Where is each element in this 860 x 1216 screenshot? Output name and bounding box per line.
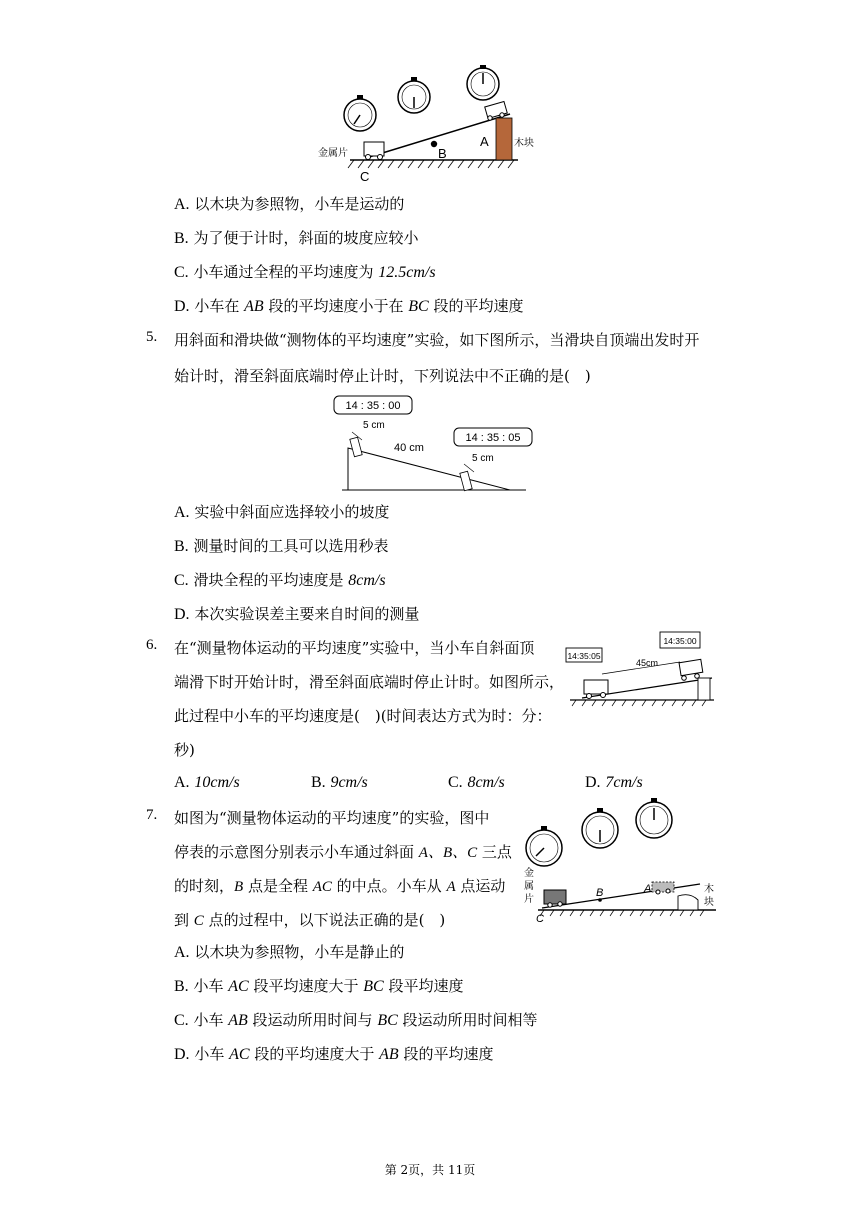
label-wood-block: 木 xyxy=(704,884,714,895)
q6-stem-line3: 此过程中小车的平均速度是( )(时间表达方式为时：分： xyxy=(174,707,552,725)
q6-number: 6. xyxy=(146,637,158,653)
q5-number: 5. xyxy=(146,329,158,345)
length-mid-label: 40 cm xyxy=(394,442,424,454)
label-point-b: B xyxy=(596,887,604,899)
q7-option-b[interactable]: B. 小车 AC 段平均速度大于 BC 段平均速度 xyxy=(174,977,464,995)
time-start-label: 14 : 35 : 00 xyxy=(345,400,401,412)
q5-stem-line1: 用斜面和滑块做“测物体的平均速度”实验，如下图所示，当滑块自顶端出发时开 xyxy=(174,331,700,349)
q7-option-d[interactable]: D. 小车 AC 段的平均速度大于 AB 段的平均速度 xyxy=(174,1045,494,1063)
label-point-a: A xyxy=(644,883,652,895)
time-right-label: 14:35:00 xyxy=(663,636,697,646)
q7-option-a[interactable]: A. 以木块为参照物，小车是静止的 xyxy=(174,943,405,961)
q4-option-a[interactable]: A. 以木块为参照物，小车是运动的 xyxy=(174,195,405,213)
q7-stem-line1: 如图为“测量物体运动的平均速度”的实验，图中 xyxy=(174,809,490,827)
stopwatch-icon xyxy=(467,65,499,100)
stopwatch-icon xyxy=(636,798,672,838)
q5-stem-line2: 始计时，滑至斜面底端时停止计时，下列说法中不正确的是( ) xyxy=(174,367,591,385)
figure-incline-stopwatches-top xyxy=(310,64,534,184)
page-footer: 第 2页，共 11页 xyxy=(384,1163,476,1177)
q6-option-a[interactable]: A. 10cm/s xyxy=(174,774,240,791)
q6-option-d[interactable]: D. 7cm/s xyxy=(585,774,643,791)
stopwatch-icon xyxy=(526,826,562,866)
q5-option-b[interactable]: B. 测量时间的工具可以选用秒表 xyxy=(174,537,389,555)
label-point-b: B xyxy=(438,146,447,161)
time-left-label: 14:35:05 xyxy=(567,651,601,661)
q4-option-c[interactable]: C. 小车通过全程的平均速度为 12.5cm/s xyxy=(174,263,436,281)
label-wood-block: 块 xyxy=(704,897,714,908)
figure-slider-incline xyxy=(330,392,540,494)
q7-number: 7. xyxy=(146,807,158,823)
q7-option-c[interactable]: C. 小车 AB 段运动所用时间与 BC 段运动所用时间相等 xyxy=(174,1011,538,1029)
stopwatch-icon xyxy=(582,808,618,848)
q4-option-b[interactable]: B. 为了便于计时，斜面的坡度应较小 xyxy=(174,229,419,247)
label-point-c: C xyxy=(536,913,544,925)
label-wood-block: 木块 xyxy=(514,138,534,149)
label-point-c: C xyxy=(360,169,370,184)
q7-stem-line2: 停表的示意图分别表示小车通过斜面 A、B、C 三点 xyxy=(174,843,512,861)
time-end-label: 14 : 35 : 05 xyxy=(465,432,521,444)
q6-stem-line4: 秒) xyxy=(174,741,195,759)
q7-stem-line4: 到 C 点的过程中，以下说法正确的是( ) xyxy=(174,911,446,929)
q4-option-d[interactable]: D. 小车在 AB 段的平均速度小于在 BC 段的平均速度 xyxy=(174,297,524,315)
q6-stem-line2: 端滑下时开始计时，滑至斜面底端时停止计时。如图所示， xyxy=(174,673,565,691)
q7-stem-line3: 的时刻，B 点是全程 AC 的中点。小车从 A 点运动 xyxy=(174,877,506,895)
label-metal-plate: 片 xyxy=(524,894,534,905)
q6-option-c[interactable]: C. 8cm/s xyxy=(448,774,505,791)
length-bottom-label: 5 cm xyxy=(472,453,494,464)
length-top-label: 5 cm xyxy=(363,420,385,431)
label-metal-plate: 金属片 xyxy=(318,148,348,159)
label-metal-plate: 属 xyxy=(524,881,534,892)
label-point-a: A xyxy=(480,134,489,149)
q5-option-c[interactable]: C. 滑块全程的平均速度是 8cm/s xyxy=(174,571,386,589)
figure-cart-incline-q6 xyxy=(562,628,722,712)
distance-label: 45cm xyxy=(636,658,659,668)
stopwatch-icon xyxy=(398,77,430,113)
figure-incline-stopwatches-q7 xyxy=(520,796,720,924)
q5-option-d[interactable]: D. 本次实验误差主要来自时间的测量 xyxy=(174,605,420,623)
stopwatch-icon xyxy=(344,95,376,131)
q6-option-b[interactable]: B. 9cm/s xyxy=(311,774,368,791)
q6-stem-line1: 在“测量物体运动的平均速度”实验中，当小车自斜面顶 xyxy=(174,639,535,657)
label-metal-plate: 金 xyxy=(524,868,534,879)
q5-option-a[interactable]: A. 实验中斜面应选择较小的坡度 xyxy=(174,503,390,521)
